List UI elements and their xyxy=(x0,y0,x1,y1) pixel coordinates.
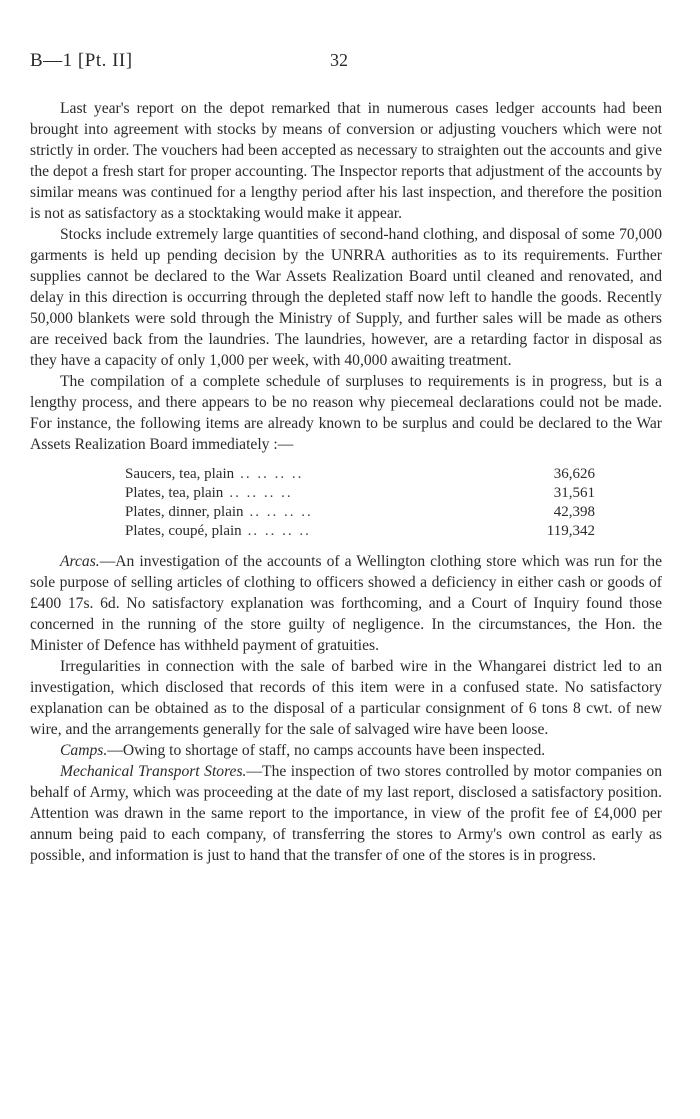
section-heading-camps: Camps. xyxy=(60,742,108,759)
item-label: Plates, dinner, plain xyxy=(125,504,244,520)
paragraph-ledger-accounts: Last year's report on the depot remarked that in numerous cases ledger accounts had been brought into agreement with stocks by means of conversion or adjusting vouchers which were not strictly in order. The vouchers had been accepted as necessary to straighten out the accounts and give the depot a fresh start for proper accounting. The Inspector reports that adjustment of the accounts by similar means was continued for a lengthy period after his last inspection, and therefore the position is not as satisfactory as a stocktaking would make it appear. xyxy=(30,100,662,222)
section-heading-arcas: Arcas. xyxy=(60,553,100,570)
list-item xyxy=(125,503,595,522)
list-item xyxy=(125,465,595,484)
item-label: Plates, coupé, plain xyxy=(125,523,242,539)
paragraph-mechanical-transport-text: —The inspection of two stores controlled by motor companies on behalf of Army, which was proceeding at the date of my last report, disclosed a satisfactory position. Attention was drawn in the same report to the importance, in view of the profit fee of £4,000 per annum being paid to each company, of transferring the stores to Army's own control as early as possible, and information is just to hand that the transfer of one of the stores is in progress. xyxy=(30,763,662,864)
page-header xyxy=(30,50,662,90)
paragraph-mechanical-transport xyxy=(30,761,662,866)
leader-dots: .. .. .. .. xyxy=(247,523,311,539)
paragraph-surplus-schedule: The compilation of a complete schedule of surpluses to requirements is in progress, but is a lengthy process, and there appears to be no reason why piecemeal declarations could not be made. For instance, the following items are already known to be surplus and could be declared to the War Assets Realization Board immediately :— xyxy=(30,373,662,453)
list-item xyxy=(125,522,595,541)
paragraph-arcas-text: —An investigation of the accounts of a Wellington clothing store which was run for the sole purpose of selling articles of clothing to officers showed a deficiency in either cash or goods of £400 17s. 6d. No satisfactory explanation was forthcoming, and a Court of Inquiry found those concerned in the running of the store guilty of negligence. In the circumstances, the Hon. the Minister of Defence has withheld payment of gratuities. xyxy=(30,553,662,654)
item-label: Plates, tea, plain xyxy=(125,485,224,501)
list-item xyxy=(125,484,595,503)
item-quantity: 36,626 xyxy=(553,466,595,482)
paragraph-arcas xyxy=(30,551,662,656)
item-label: Saucers, tea, plain xyxy=(125,466,235,482)
paragraph-camps xyxy=(30,740,662,761)
page-number: 32 xyxy=(330,50,348,70)
paragraph-camps-text: —Owing to shortage of staff, no camps accounts have been inspected. xyxy=(107,742,546,759)
document-page xyxy=(30,0,662,1119)
leader-dots: .. .. .. .. xyxy=(229,485,293,501)
surplus-items-list xyxy=(125,465,595,541)
document-reference: B—1 [Pt. II] xyxy=(30,50,133,71)
document-body xyxy=(30,98,662,866)
item-quantity: 31,561 xyxy=(553,485,595,501)
paragraph-barbed-wire: Irregularities in connection with the sale of barbed wire in the Whangarei district led to an investigation, which disclosed that records of this item were in a confused state. No satisfactory explanation can be obtained as to the disposal of a particular consignment of 6 tons 8 cwt. of new wire, and the arrangements generally for the sale of salvaged wire have been loose. xyxy=(30,658,662,738)
paragraph-clothing-stocks: Stocks include extremely large quantities of second-hand clothing, and disposal of some 70,000 garments is held up pending decision by the UNRRA authorities as to its requirements. Further supplies cannot be declared to the War Assets Realization Board until cleaned and renovated, and delay in this direction is occurring through the depleted staff now left to handle the goods. Recently 50,000 blankets were sold through the Ministry of Supply, and further sales will be made as others are received back from the laundries. The laundries, however, are a retarding factor in disposal as they have a capacity of only 1,000 per week, with 40,000 awaiting treatment. xyxy=(30,226,662,369)
leader-dots: .. .. .. .. xyxy=(240,466,304,482)
leader-dots: .. .. .. .. xyxy=(249,504,313,520)
section-heading-mechanical-transport: Mechanical Transport Stores. xyxy=(60,763,247,780)
item-quantity: 42,398 xyxy=(553,504,595,520)
item-quantity: 119,342 xyxy=(546,523,595,539)
